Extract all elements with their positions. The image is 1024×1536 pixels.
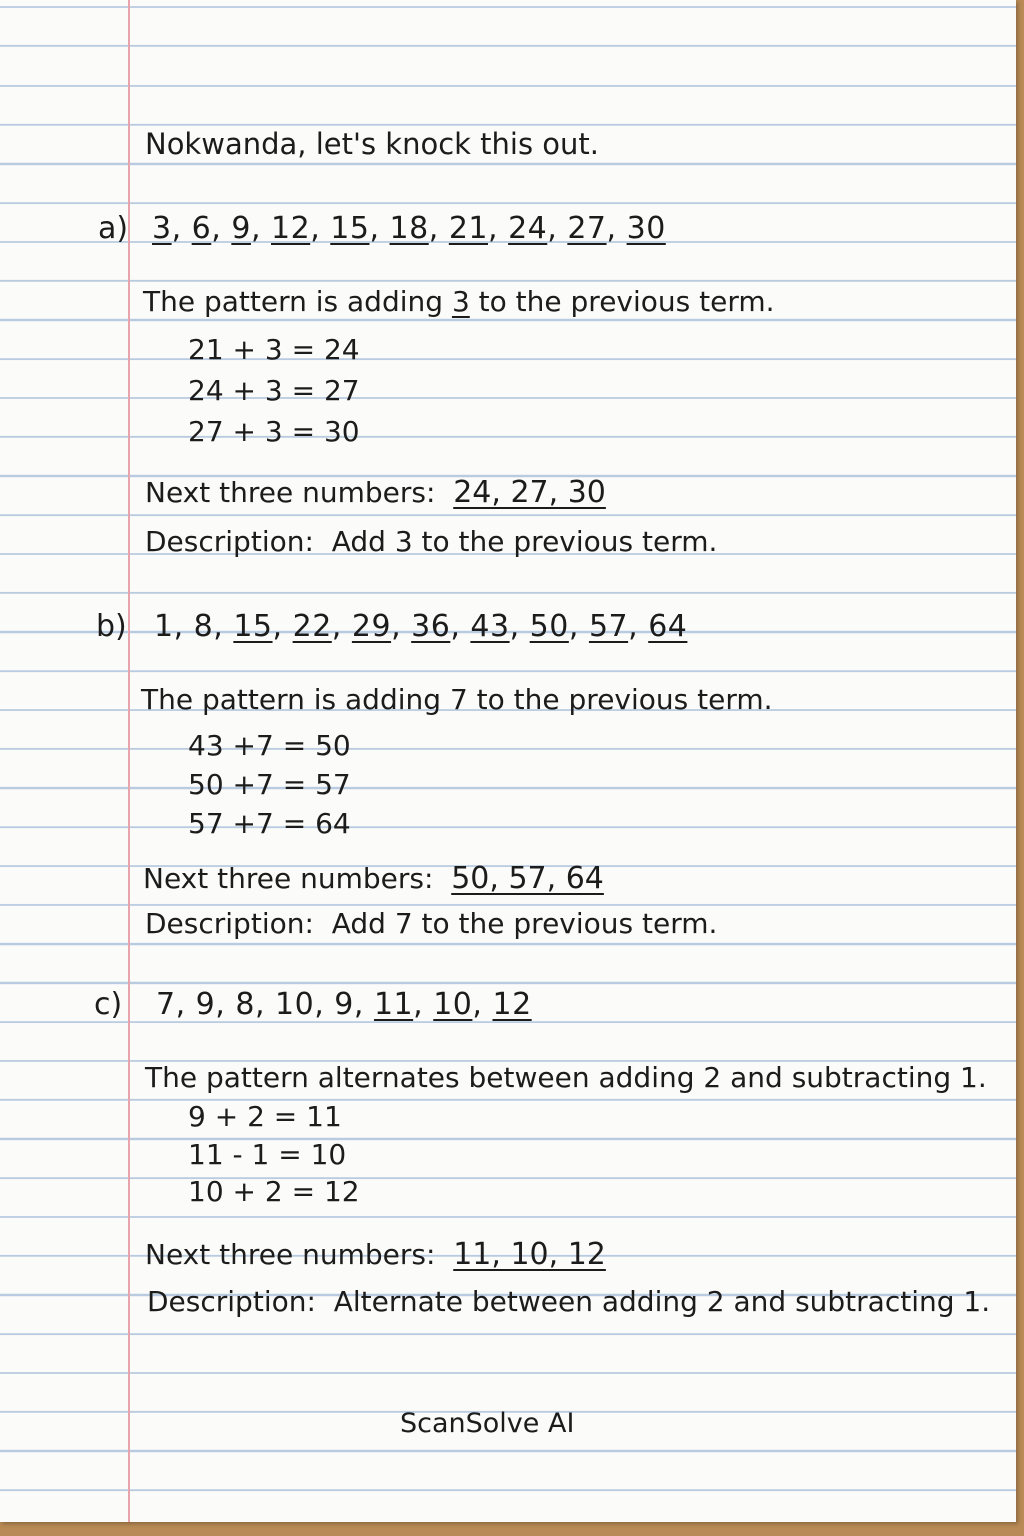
sequence-term: 27 [567, 211, 607, 246]
next-numbers-c [145, 1237, 606, 1272]
sequence-separator: , [314, 987, 335, 1022]
pattern-text: The pattern alternates between adding 2 and subtracting 1. [145, 1061, 987, 1094]
next-value: 11, 10, 12 [453, 1237, 606, 1272]
pattern-text: The pattern is adding [141, 683, 442, 716]
sequence-separator: , [331, 609, 352, 644]
step-c-1: 9 + 2 = 11 [188, 1100, 342, 1133]
desc-value: Alternate between adding 2 and subtracting 1. [333, 1285, 991, 1318]
sequence-term: 8 [235, 987, 255, 1022]
desc-value: Add 3 to the previous term. [331, 525, 718, 558]
sequence-separator: , [272, 609, 293, 644]
sequence-c [156, 987, 532, 1022]
step-a-2: 24 + 3 = 27 [188, 374, 360, 407]
desc-label: Description: [145, 907, 314, 940]
pattern-number: 7 [449, 683, 468, 716]
sequence-term: 6 [191, 211, 212, 246]
sequence-term: 8 [193, 609, 214, 644]
sequence-term: 11 [373, 987, 414, 1022]
next-numbers-b [143, 861, 604, 896]
margin-line [128, 0, 130, 1522]
sequence-term: 57 [588, 609, 629, 644]
step-b-3: 57 +7 = 64 [188, 807, 351, 840]
sequence-separator: , [472, 987, 493, 1022]
step-a-3: 27 + 3 = 30 [188, 415, 360, 448]
sequence-separator: , [488, 211, 509, 246]
sequence-separator: , [254, 987, 276, 1022]
desc-value: Add 7 to the previous term. [331, 907, 718, 940]
step-a-1: 21 + 3 = 24 [188, 333, 360, 366]
sequence-separator: , [450, 609, 471, 644]
next-label: Next three numbers: [145, 1238, 436, 1271]
step-b-2: 50 +7 = 57 [188, 768, 351, 801]
desc-label: Description: [147, 1285, 316, 1318]
sequence-separator: , [568, 609, 589, 644]
next-label: Next three numbers: [143, 862, 434, 895]
next-value: 50, 57, 64 [451, 861, 604, 896]
sequence-term: 29 [351, 609, 392, 644]
sequence-term: 50 [529, 609, 569, 644]
description-a [145, 525, 718, 558]
pattern-c [145, 1061, 987, 1094]
description-b [145, 907, 718, 940]
step-b-1: 43 +7 = 50 [188, 729, 351, 762]
sequence-separator: , [428, 211, 449, 246]
pattern-text: The pattern is adding [143, 285, 444, 318]
sequence-separator: , [171, 211, 192, 246]
question-label-a: a) [98, 211, 129, 246]
sequence-separator: , [369, 211, 390, 246]
sequence-separator: , [353, 987, 374, 1022]
sequence-separator: , [310, 211, 331, 246]
pattern-number: 3 [451, 285, 470, 318]
step-c-3: 10 + 2 = 12 [188, 1175, 360, 1208]
sequence-separator: , [509, 609, 530, 644]
sequence-term: 36 [411, 609, 451, 644]
step-c-2: 11 - 1 = 10 [188, 1138, 347, 1171]
sequence-term: 9 [195, 987, 216, 1022]
sequence-separator: , [211, 211, 232, 246]
pattern-text: to the previous term. [476, 683, 773, 716]
sequence-term: 10 [275, 987, 315, 1022]
sequence-separator: , [628, 609, 649, 644]
sequence-separator: , [391, 609, 412, 644]
sequence-term: 10 [433, 987, 473, 1022]
sequence-separator: , [173, 609, 194, 644]
sequence-term: 43 [470, 609, 510, 644]
next-numbers-a [145, 475, 606, 510]
sequence-term: 12 [492, 987, 532, 1022]
sequence-b [154, 609, 688, 644]
sequence-term: 15 [233, 609, 273, 644]
sequence-term: 15 [330, 211, 370, 246]
question-label-c: c) [94, 987, 123, 1022]
question-label-b: b) [96, 609, 127, 644]
sequence-term: 21 [448, 211, 488, 246]
pattern-a [143, 285, 775, 318]
sequence-term: 22 [292, 609, 332, 644]
sequence-separator: , [213, 609, 234, 644]
sequence-separator: , [215, 987, 236, 1022]
sequence-term: 1 [154, 609, 174, 644]
sequence-separator: , [547, 211, 568, 246]
sequence-separator: , [175, 987, 196, 1022]
desc-label: Description: [145, 525, 314, 558]
description-c [147, 1285, 991, 1318]
sequence-term: 9 [231, 211, 251, 246]
sequence-term: 24 [508, 211, 548, 246]
next-label: Next three numbers: [145, 476, 436, 509]
sequence-term: 18 [389, 211, 429, 246]
sequence-term: 12 [271, 211, 311, 246]
sequence-term: 9 [334, 987, 354, 1022]
sequence-term: 30 [626, 211, 666, 246]
sequence-term: 3 [152, 211, 172, 246]
pattern-b [141, 683, 773, 716]
sequence-separator: , [413, 987, 434, 1022]
intro-text: Nokwanda, let's knock this out. [145, 127, 600, 161]
sequence-separator: , [250, 211, 272, 246]
next-value: 24, 27, 30 [453, 475, 606, 510]
pattern-text: to the previous term. [478, 285, 775, 318]
sequence-term: 7 [156, 987, 176, 1022]
sequence-term: 64 [648, 609, 688, 644]
footer-brand: ScanSolve AI [400, 1408, 575, 1439]
sequence-a [152, 211, 666, 246]
sequence-separator: , [606, 211, 627, 246]
